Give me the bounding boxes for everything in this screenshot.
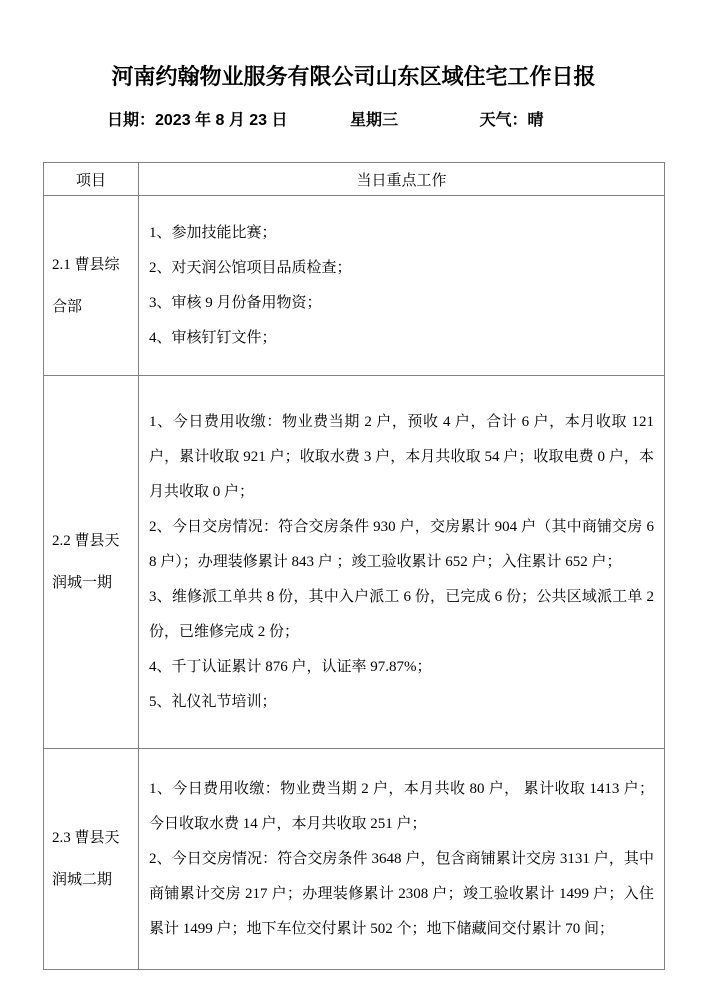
table-row <box>44 376 665 749</box>
work-cell <box>139 196 665 376</box>
work-item: 1、参加技能比赛； <box>149 224 277 241</box>
page-title: 河南约翰物业服务有限公司山东区域住宅工作日报 <box>111 64 596 89</box>
work-item: 2、对天润公馆项目品质检查； <box>149 259 352 276</box>
header-work: 当日重点工作 <box>139 163 665 196</box>
table-row <box>44 749 665 970</box>
project-cell: 2.1 曹县综合部 <box>44 196 139 376</box>
work-item: 4、审核钉钉文件； <box>149 329 277 346</box>
project-cell: 2.2 曹县天润城一期 <box>44 376 139 749</box>
work-item: 4、千丁认证累计 876 户，认证率 97.87%； <box>149 658 432 675</box>
work-item: 1、今日费用收缴：物业费当期 2 户，本月共收 80 户， 累计收取 1413 户；今日收取水费 14 户，本月共收取 251 户； <box>149 780 654 832</box>
work-item: 3、审核 9 月份备用物资； <box>149 294 322 311</box>
report-table <box>43 162 665 970</box>
table-row <box>44 196 665 376</box>
work-item: 3、维修派工单共 8 份，其中入户派工 6 份，已完成 6 份；公共区域派工单 2 份，已维修完成 2 份； <box>149 588 654 640</box>
work-cell <box>139 376 665 749</box>
meta-line <box>107 110 707 132</box>
header-project: 项目 <box>44 163 139 196</box>
weekday-label: 星期三 <box>349 112 398 129</box>
report-table-body <box>44 196 665 970</box>
header-row <box>44 163 665 196</box>
date-label: 日期：2023 年 8 月 23 日 <box>107 112 288 129</box>
work-item: 2、今日交房情况：符合交房条件 930 户，交房累计 904 户（其中商铺交房 68 户）；办理装修累计 843 户 ；竣工验收累计 652 户；入住累计 652 户； <box>149 518 654 570</box>
report-table-header <box>44 163 665 196</box>
work-item: 1、今日费用收缴：物业费当期 2 户，预收 4 户，合计 6 户，本月收取 121 户，累计收取 921 户；收取水费 3 户，本月共收取 54 户；收取电费 0 户，本月共收取 0 户； <box>149 413 654 500</box>
work-cell <box>139 749 665 970</box>
weather-label: 天气：晴 <box>479 112 544 129</box>
project-cell: 2.3 曹县天润城二期 <box>44 749 139 970</box>
work-item: 5、礼仪礼节培训； <box>149 693 277 710</box>
work-item: 2、今日交房情况：符合交房条件 3648 户，包含商铺累计交房 3131 户，其中商铺累计交房 217 户；办理装修累计 2308 户；竣工验收累计 1499 户；入住累计 1499 户；地下车位交付累计 502 个；地下储藏间交付累计 70 间； <box>149 850 654 937</box>
